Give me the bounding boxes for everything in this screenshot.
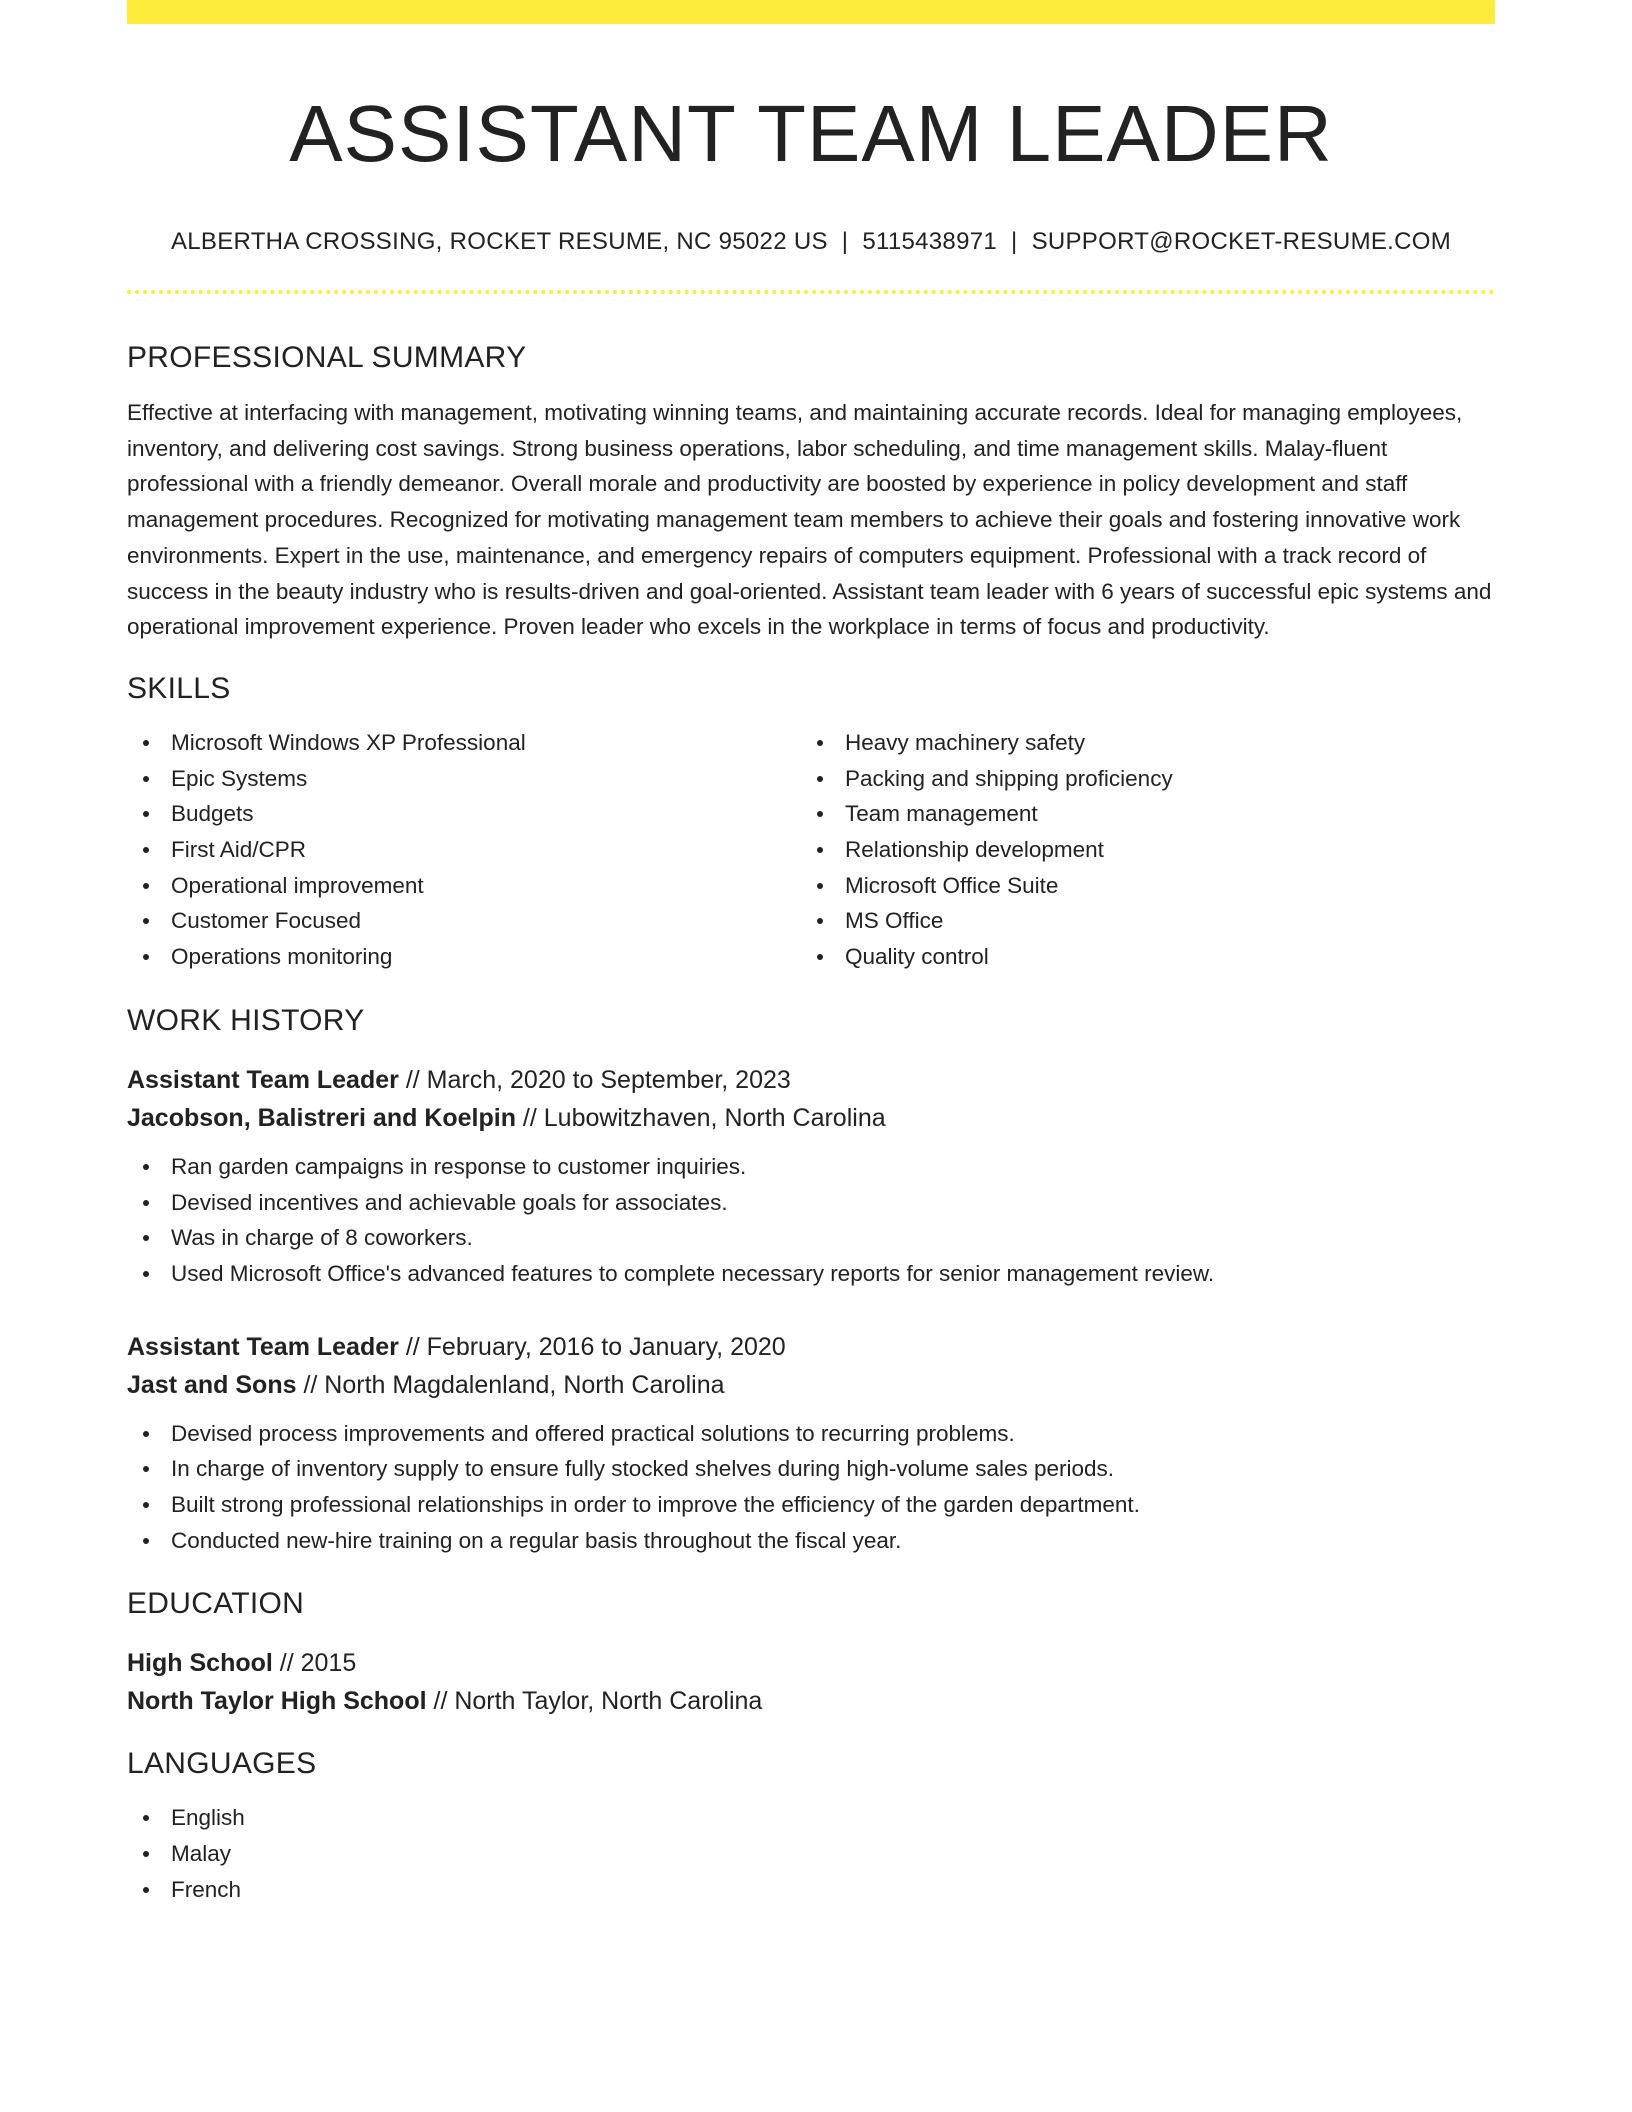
languages-list <box>127 1800 1495 1907</box>
skill-item: Operations monitoring <box>127 939 801 975</box>
skill-item: Quality control <box>801 939 1475 975</box>
job-company-line <box>127 1099 1495 1137</box>
job-bullets <box>127 1416 1495 1559</box>
skills-columns <box>127 725 1495 975</box>
education-heading: EDUCATION <box>127 1587 305 1621</box>
work-heading: WORK HISTORY <box>127 1003 365 1037</box>
skill-item: MS Office <box>801 903 1475 939</box>
skill-item: Operational improvement <box>127 868 801 904</box>
job-bullet: Used Microsoft Office's advanced features to complete necessary reports for senior management review. <box>127 1256 1495 1292</box>
summary-text: Effective at interfacing with management, motivating winning teams, and maintaining accurate records. Ideal for managing employees, inventory, and delivering cost savings. Strong business operations, labor scheduling, and time management skills. Malay-fluent professional with a friendly demeanor. Overall morale and productivity are boosted by experience in policy development and staff management procedures. Recognized for motivating management team members to achieve their goals and fostering innovative work environments. Expert in the use, maintenance, and emergency repairs of computers equipment. Professional with a track record of success in the beauty industry who is results-driven and goal-oriented. Assistant team leader with 6 years of successful epic systems and operational improvement experience. Proven leader who excels in the workplace in terms of focus and productivity. <box>127 400 1492 640</box>
job-bullet: Ran garden campaigns in response to customer inquiries. <box>127 1149 1495 1185</box>
language-item: Malay <box>127 1836 1495 1872</box>
contact-address: ALBERTHA CROSSING, ROCKET RESUME, NC 95022 US <box>170 228 828 255</box>
education-school-line <box>127 1682 1495 1720</box>
contact-separator: | <box>1011 228 1018 255</box>
resume-page <box>127 0 1495 1908</box>
language-item: English <box>127 1800 1495 1836</box>
accent-top-bar <box>127 0 1495 24</box>
education-location: // North Taylor, North Carolina <box>426 1687 763 1716</box>
skill-item: First Aid/CPR <box>127 832 801 868</box>
contact-phone: 5115438971 <box>862 228 998 255</box>
contact-email: SUPPORT@ROCKET-RESUME.COM <box>1031 228 1452 255</box>
education-school: North Taylor High School <box>127 1687 427 1716</box>
skills-heading: SKILLS <box>127 671 231 705</box>
skill-item: Packing and shipping proficiency <box>801 761 1475 797</box>
job-company: Jast and Sons <box>127 1370 297 1399</box>
job-bullet: In charge of inventory supply to ensure fully stocked shelves during high-volume sales periods. <box>127 1451 1495 1487</box>
job-dates: // February, 2016 to January, 2020 <box>398 1332 786 1361</box>
job-bullet: Built strong professional relationships in order to improve the efficiency of the garden department. <box>127 1487 1495 1523</box>
job-location: // Lubowitzhaven, North Carolina <box>515 1103 886 1132</box>
contact-separator: | <box>841 228 849 255</box>
contact-line <box>127 226 1495 258</box>
education-year: // 2015 <box>272 1649 357 1678</box>
summary-heading: PROFESSIONAL SUMMARY <box>127 341 527 374</box>
skills-list-right <box>801 725 1475 975</box>
education-entry <box>127 1644 1495 1720</box>
job-company: Jacobson, Balistreri and Koelpin <box>127 1103 516 1132</box>
job-title-line <box>127 1328 1495 1366</box>
skill-item: Budgets <box>127 796 801 832</box>
job-title-line <box>127 1061 1495 1099</box>
education-degree: High School <box>127 1649 273 1678</box>
job-dates: // March, 2020 to September, 2023 <box>398 1065 791 1094</box>
job-bullet: Was in charge of 8 coworkers. <box>127 1220 1495 1256</box>
job-role: Assistant Team Leader <box>127 1332 399 1361</box>
job-role: Assistant Team Leader <box>127 1065 399 1094</box>
skill-item: Team management <box>801 796 1475 832</box>
languages-heading: LANGUAGES <box>127 1747 317 1781</box>
job-bullet: Conducted new-hire training on a regular basis throughout the fiscal year. <box>127 1523 1495 1559</box>
skill-item: Customer Focused <box>127 903 801 939</box>
job-bullets <box>127 1149 1495 1292</box>
resume-name: ASSISTANT TEAM LEADER <box>289 89 1333 178</box>
job-company-line <box>127 1366 1495 1404</box>
job-entry <box>127 1328 1495 1559</box>
skill-item: Microsoft Windows XP Professional <box>127 725 801 761</box>
skill-item: Relationship development <box>801 832 1475 868</box>
dotted-divider <box>127 290 1495 294</box>
job-location: // North Magdalenland, North Carolina <box>296 1370 725 1399</box>
skills-list-left <box>127 725 801 975</box>
job-entry <box>127 1061 1495 1292</box>
skill-item: Microsoft Office Suite <box>801 868 1475 904</box>
language-item: French <box>127 1872 1495 1908</box>
job-bullet: Devised incentives and achievable goals for associates. <box>127 1185 1495 1221</box>
skill-item: Heavy machinery safety <box>801 725 1475 761</box>
education-degree-line <box>127 1644 1495 1682</box>
job-bullet: Devised process improvements and offered practical solutions to recurring problems. <box>127 1416 1495 1452</box>
skill-item: Epic Systems <box>127 761 801 797</box>
